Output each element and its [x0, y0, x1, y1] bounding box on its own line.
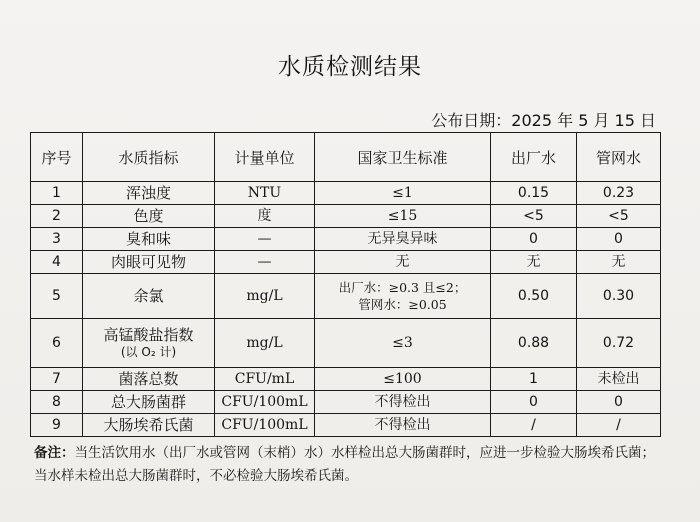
header-no: 序号	[31, 133, 83, 182]
row-outlet: 0.15	[491, 182, 577, 205]
row-network: 0	[577, 391, 661, 414]
row-network: <5	[577, 205, 661, 228]
row-standard: ≤1	[315, 182, 491, 205]
note-text: 当生活饮用水（出厂水或管网（末梢）水）水样检出总大肠菌群时，应进一步检验大肠埃希氏菌；当水样未检出总大肠菌群时，不必检验大肠埃希氏菌。	[34, 445, 655, 484]
row-network: 无	[577, 251, 661, 274]
indicator-main: 高锰酸盐指数	[103, 326, 194, 344]
standard-line: 出厂水：≥0.3 且≤2；	[338, 280, 467, 295]
row-network: 0.30	[577, 274, 661, 319]
row-unit: CFU/100mL	[215, 391, 315, 414]
row-standard: 不得检出	[315, 414, 491, 437]
row-indicator	[83, 319, 215, 368]
table-row	[31, 414, 661, 437]
row-no: 7	[31, 368, 83, 391]
row-network: /	[577, 414, 661, 437]
row-unit: 度	[215, 205, 315, 228]
standard-line: 管网水：≥0.05	[358, 297, 447, 312]
header-standard: 国家卫生标准	[315, 133, 491, 182]
row-unit: CFU/100mL	[215, 414, 315, 437]
row-indicator: 大肠埃希氏菌	[83, 414, 215, 437]
row-standard: ≤15	[315, 205, 491, 228]
row-standard: ≤3	[315, 319, 491, 368]
water-quality-table	[30, 132, 661, 437]
row-outlet: 0	[491, 391, 577, 414]
row-unit: CFU/mL	[215, 368, 315, 391]
row-outlet: 无	[491, 251, 577, 274]
indicator-sub: (以 O₂ 计)	[120, 345, 177, 359]
row-indicator: 余氯	[83, 274, 215, 319]
table-row	[31, 228, 661, 251]
table-header-row	[31, 133, 661, 182]
row-standard	[315, 274, 491, 319]
row-standard: 不得检出	[315, 391, 491, 414]
header-indicator: 水质指标	[83, 133, 215, 182]
row-indicator: 总大肠菌群	[83, 391, 215, 414]
row-indicator: 臭和味	[83, 228, 215, 251]
table-row	[31, 319, 661, 368]
row-outlet: 0	[491, 228, 577, 251]
row-unit: —	[215, 228, 315, 251]
row-no: 3	[31, 228, 83, 251]
row-no: 6	[31, 319, 83, 368]
table-row	[31, 205, 661, 228]
row-unit: mg/L	[215, 319, 315, 368]
row-unit: NTU	[215, 182, 315, 205]
row-indicator: 色度	[83, 205, 215, 228]
row-outlet: 0.50	[491, 274, 577, 319]
header-outlet: 出厂水	[491, 133, 577, 182]
row-unit: mg/L	[215, 274, 315, 319]
footnote	[34, 442, 666, 488]
row-outlet: /	[491, 414, 577, 437]
row-standard: ≤100	[315, 368, 491, 391]
row-outlet: 0.88	[491, 319, 577, 368]
table-row	[31, 182, 661, 205]
row-standard: 无异臭异味	[315, 228, 491, 251]
row-no: 1	[31, 182, 83, 205]
row-indicator: 肉眼可见物	[83, 251, 215, 274]
header-unit: 计量单位	[215, 133, 315, 182]
row-standard: 无	[315, 251, 491, 274]
table-row	[31, 251, 661, 274]
row-outlet: <5	[491, 205, 577, 228]
row-no: 8	[31, 391, 83, 414]
page-title: 水质检测结果	[278, 54, 422, 80]
row-indicator: 浑浊度	[83, 182, 215, 205]
table-row	[31, 391, 661, 414]
table-row	[31, 274, 661, 319]
row-indicator: 菌落总数	[83, 368, 215, 391]
row-outlet: 1	[491, 368, 577, 391]
row-network: 0.23	[577, 182, 661, 205]
row-no: 9	[31, 414, 83, 437]
row-unit: —	[215, 251, 315, 274]
table-row	[31, 368, 661, 391]
note-label: 备注：	[34, 445, 75, 461]
row-no: 4	[31, 251, 83, 274]
publish-date: 公布日期：2025 年 5 月 15 日	[431, 111, 656, 130]
row-network: 未检出	[577, 368, 661, 391]
header-network: 管网水	[577, 133, 661, 182]
row-no: 5	[31, 274, 83, 319]
row-network: 0	[577, 228, 661, 251]
row-network: 0.72	[577, 319, 661, 368]
row-no: 2	[31, 205, 83, 228]
